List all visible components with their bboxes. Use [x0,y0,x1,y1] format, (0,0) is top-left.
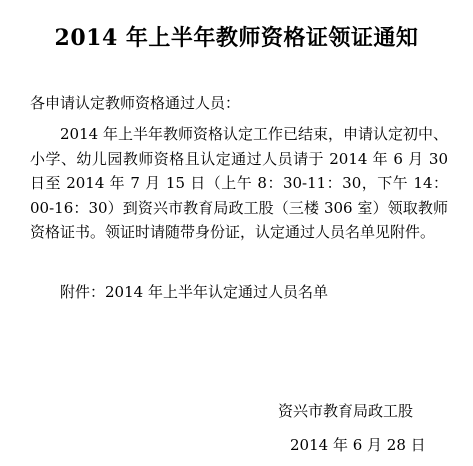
salutation: 各申请认定教师资格通过人员： [30,94,241,112]
body-paragraph: 2014 年上半年教师资格认定工作已结束，申请认定初中、小学、幼儿园教师资格且认定通过人员请于 2014 年 6 月 30 日至 2014 年 7 月 15 日（上午 8：30-11：30，下午 14：00-16：30）到资兴市教育局政工股（三楼 306 室）领取教师资格证书。领证时请随带身份证，认定通过人员名单见附件。 [30,125,448,241]
attachment-line: 附件：2014 年上半年认定通过人员名单 [60,283,328,301]
signature-date: 2014 年 6 月 28 日 [290,436,426,454]
document-title: 2014 年上半年教师资格证领证通知 [54,25,419,51]
signature-organization: 资兴市教育局政工股 [278,402,414,420]
